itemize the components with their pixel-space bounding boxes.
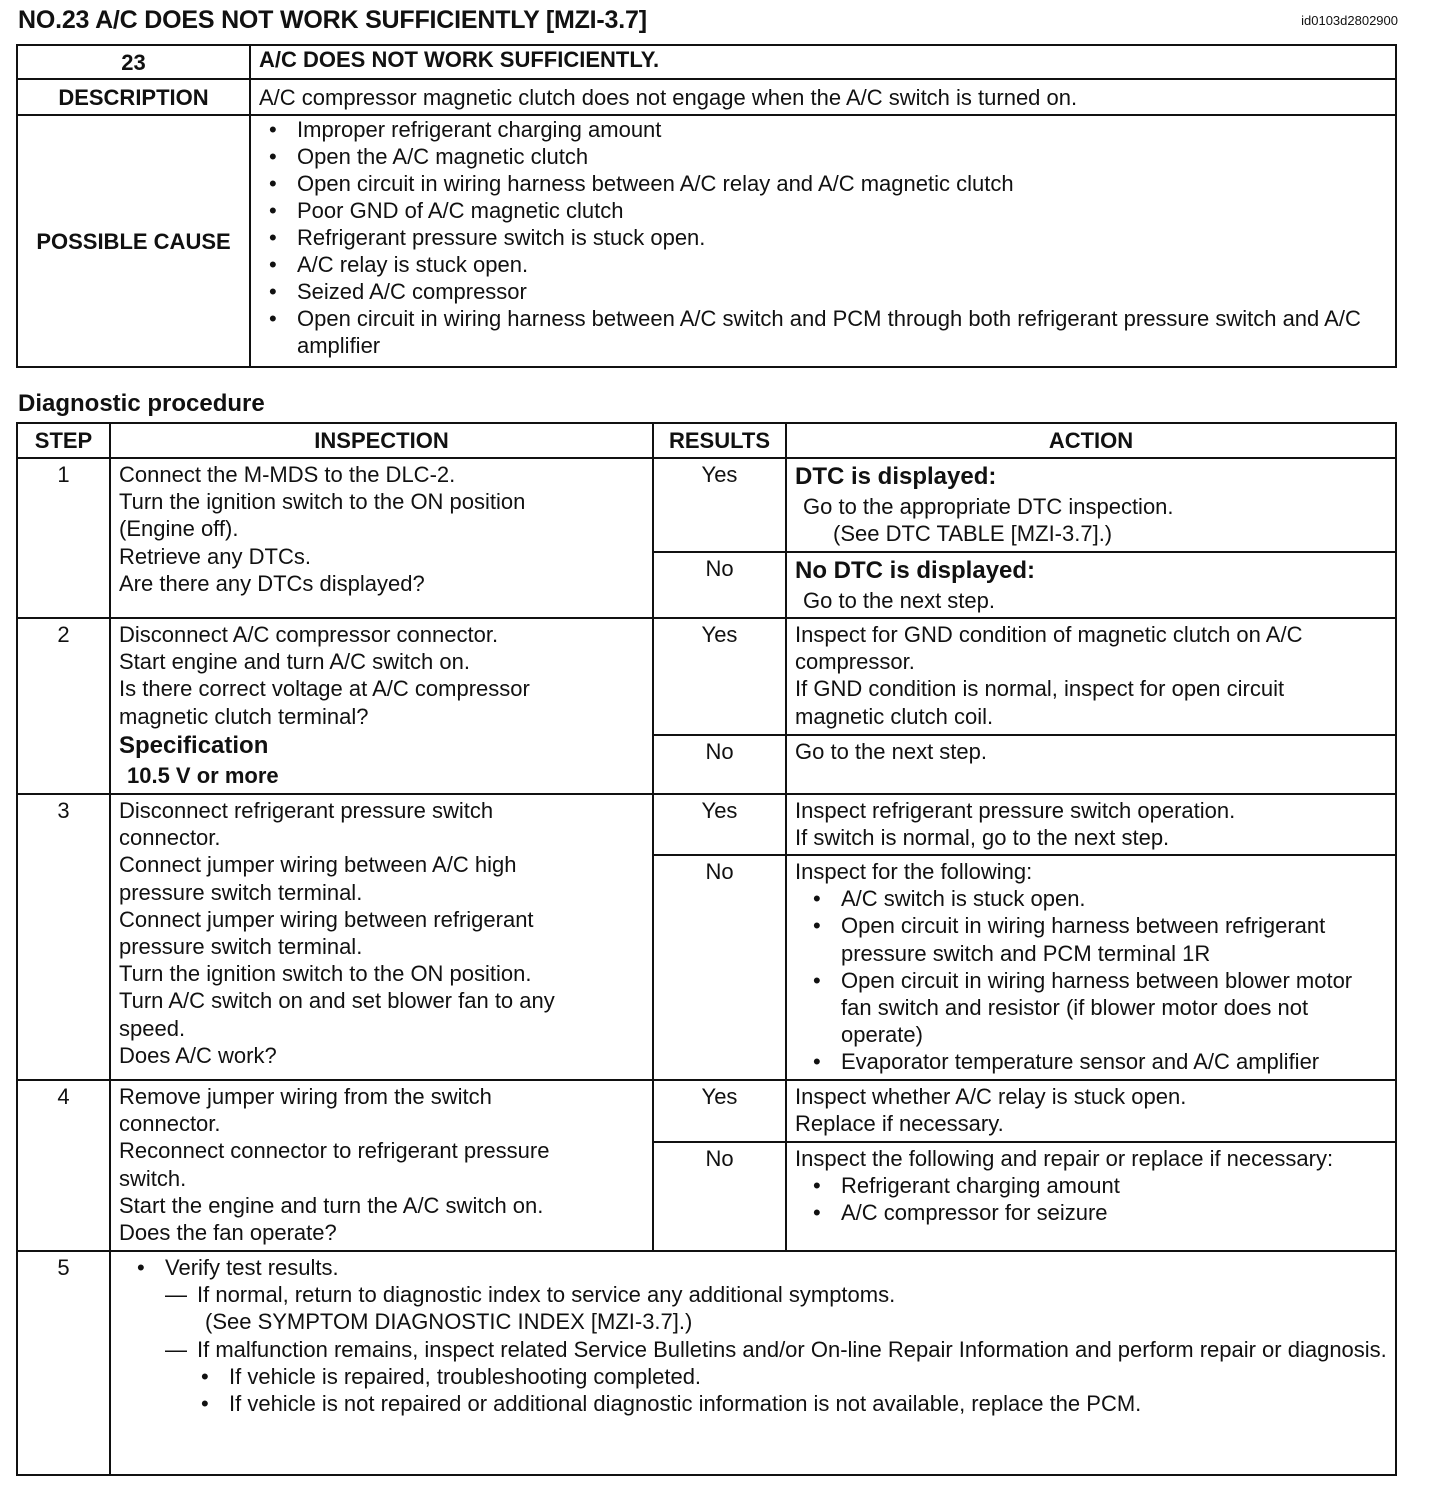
action-line: Go to the appropriate DTC inspection. [803,494,1174,519]
inspection-line: Remove jumper wiring from the switch [119,1084,492,1109]
step-inspection [110,458,653,618]
step-number: 1 [17,458,110,618]
description-text: A/C compressor magnetic clutch does not engage when the A/C switch is turned on. [250,79,1396,115]
result-no: No [653,1142,786,1251]
result-yes: Yes [653,458,786,552]
header-step: STEP [17,423,110,458]
list-item [165,1254,1387,1417]
symptom-name: A/C DOES NOT WORK SUFFICIENTLY. [250,45,1396,79]
inspection-line: Start the engine and turn the A/C switch on. [119,1192,544,1218]
verify-text: • Verify test results. [165,1255,339,1280]
step-verify-cell [110,1251,1396,1475]
action-no [786,855,1396,1080]
action-line: If switch is normal, go to the next step. [795,825,1170,851]
dash-item-normal [165,1281,1387,1335]
malfunction-text: If malfunction remains, inspect related Service Bulletins and/or On-line Repair Information and perform repair or diagnosis. [197,1336,1387,1362]
action-no [786,735,1396,794]
inspection-line: speed. [119,1015,186,1041]
diagnostic-table [16,422,1397,1476]
inspection-line: connector. [119,825,221,851]
table-row [17,1080,1396,1142]
list-item: • Refrigerant pressure switch is stuck open. [297,224,1387,251]
dash-mark: — [165,1336,187,1362]
inspection-line: Turn the ignition switch to the ON position [119,489,526,515]
list-item: • A/C compressor for seizure [841,1199,1387,1226]
sub-bullet-list [197,1363,1387,1417]
action-yes [786,458,1396,552]
normal-reference: (See SYMPTOM DIAGNOSTIC INDEX [MZI-3.7].) [205,1309,693,1335]
action-bullet-list [795,1172,1387,1226]
inspection-line: Does A/C work? [119,1042,277,1068]
inspection-line: (Engine off). [119,516,239,542]
action-line: Go to the next step. [803,588,996,613]
possible-cause-cell [250,115,1396,367]
list-item: • Open the A/C magnetic clutch [297,143,1387,170]
action-line: Inspect for GND condition of magnetic clutch on A/C [795,622,1303,647]
possible-cause-list [259,116,1387,359]
action-yes [786,618,1396,735]
action-no [786,552,1396,618]
step-inspection [110,1080,653,1251]
result-yes: Yes [653,1080,786,1142]
symptom-number: 23 [17,45,250,79]
inspection-line: Does the fan operate? [119,1220,337,1246]
action-line: Inspect the following and repair or replace if necessary: [795,1146,1334,1171]
possible-cause-label: POSSIBLE CAUSE [17,115,250,367]
result-no: No [653,735,786,794]
result-no: No [653,552,786,618]
action-line: magnetic clutch coil. [795,703,994,729]
page-header [18,6,1398,36]
table-header-row [17,423,1396,458]
inspection-line: Connect jumper wiring between refrigerant [119,906,534,932]
step-number: 5 [17,1251,110,1475]
dash-item-malfunction [165,1336,1387,1418]
inspection-line: Connect the M-MDS to the DLC-2. [119,462,456,487]
result-no: No [653,855,786,1080]
inspection-line: magnetic clutch terminal? [119,703,369,729]
inspection-line: Is there correct voltage at A/C compressor [119,676,530,702]
inspection-line: Connect jumper wiring between A/C high [119,852,517,878]
action-reference: (See DTC TABLE [MZI-3.7].) [833,521,1113,547]
step-number: 2 [17,618,110,794]
list-item: • Open circuit in wiring harness between blower motor fan switch and resistor (if blower motor does not operate) [841,967,1387,1049]
list-item: • Poor GND of A/C magnetic clutch [297,197,1387,224]
action-yes [786,794,1396,855]
inspection-line: Start engine and turn A/C switch on. [119,649,470,675]
inspection-line: pressure switch terminal. [119,934,363,960]
step-number: 3 [17,794,110,1080]
step-inspection [110,618,653,794]
action-heading: No DTC is displayed: [795,557,1036,584]
inspection-line: Are there any DTCs displayed? [119,570,425,596]
symptom-title-row [17,45,1396,79]
list-item: • If vehicle is not repaired or additional diagnostic information is not available, replace the PCM. [229,1390,1387,1417]
inspection-line: Retrieve any DTCs. [119,543,311,569]
header-inspection: INSPECTION [110,423,653,458]
inspection-line: Turn A/C switch on and set blower fan to any [119,988,555,1014]
inspection-line: Disconnect A/C compressor connector. [119,622,499,647]
action-line: Inspect for the following: [795,859,1033,884]
symptom-table [16,44,1397,368]
header-results: RESULTS [653,423,786,458]
list-item: • Seized A/C compressor [297,278,1387,305]
list-item: • Improper refrigerant charging amount [297,116,1387,143]
list-item: • Open circuit in wiring harness between A/C relay and A/C magnetic clutch [297,170,1387,197]
action-line: Inspect refrigerant pressure switch operation. [795,798,1236,823]
page-title: NO.23 A/C DOES NOT WORK SUFFICIENTLY [MZI-3.7] [18,6,647,34]
table-row [17,794,1396,855]
inspection-line: switch. [119,1165,187,1191]
action-line: If GND condition is normal, inspect for open circuit [795,676,1285,702]
specification-value: 10.5 V or more [127,762,279,788]
action-line: Go to the next step. [795,739,988,764]
normal-text: If normal, return to diagnostic index to service any additional symptoms. [197,1282,896,1308]
section-title: Diagnostic procedure [18,390,265,417]
inspection-line: connector. [119,1111,221,1137]
list-item: • A/C relay is stuck open. [297,251,1387,278]
list-item: • Refrigerant charging amount [841,1172,1387,1199]
document-id: id0103d2802900 [1301,13,1398,28]
step-number: 4 [17,1080,110,1251]
action-yes [786,1080,1396,1142]
action-bullet-list [795,885,1387,1075]
inspection-line: Reconnect connector to refrigerant pressure [119,1138,550,1164]
action-line: compressor. [795,649,915,675]
description-row [17,79,1396,115]
action-line: Inspect whether A/C relay is stuck open. [795,1084,1187,1109]
action-no [786,1142,1396,1251]
result-yes: Yes [653,618,786,735]
description-label: DESCRIPTION [17,79,250,115]
step-inspection [110,794,653,1080]
header-action: ACTION [786,423,1396,458]
inspection-line: pressure switch terminal. [119,879,363,905]
action-heading: DTC is displayed: [795,463,997,490]
table-row [17,1251,1396,1475]
list-item: • Open circuit in wiring harness between refrigerant pressure switch and PCM terminal 1R [841,912,1387,966]
specification-label: Specification [119,731,269,759]
list-item: • Evaporator temperature sensor and A/C amplifier [841,1048,1387,1075]
action-line: Replace if necessary. [795,1111,1004,1137]
list-item: • A/C switch is stuck open. [841,885,1387,912]
inspection-line: Turn the ignition switch to the ON position. [119,961,532,987]
inspection-line: Disconnect refrigerant pressure switch [119,798,494,823]
verify-list [119,1254,1387,1417]
table-row [17,618,1396,735]
list-item: • If vehicle is repaired, troubleshooting completed. [229,1363,1387,1390]
result-yes: Yes [653,794,786,855]
list-item: • Open circuit in wiring harness between A/C switch and PCM through both refrigerant pressure switch and A/C amplifier [297,305,1387,359]
table-row [17,458,1396,552]
possible-cause-row [17,115,1396,367]
dash-mark: — [165,1282,187,1308]
